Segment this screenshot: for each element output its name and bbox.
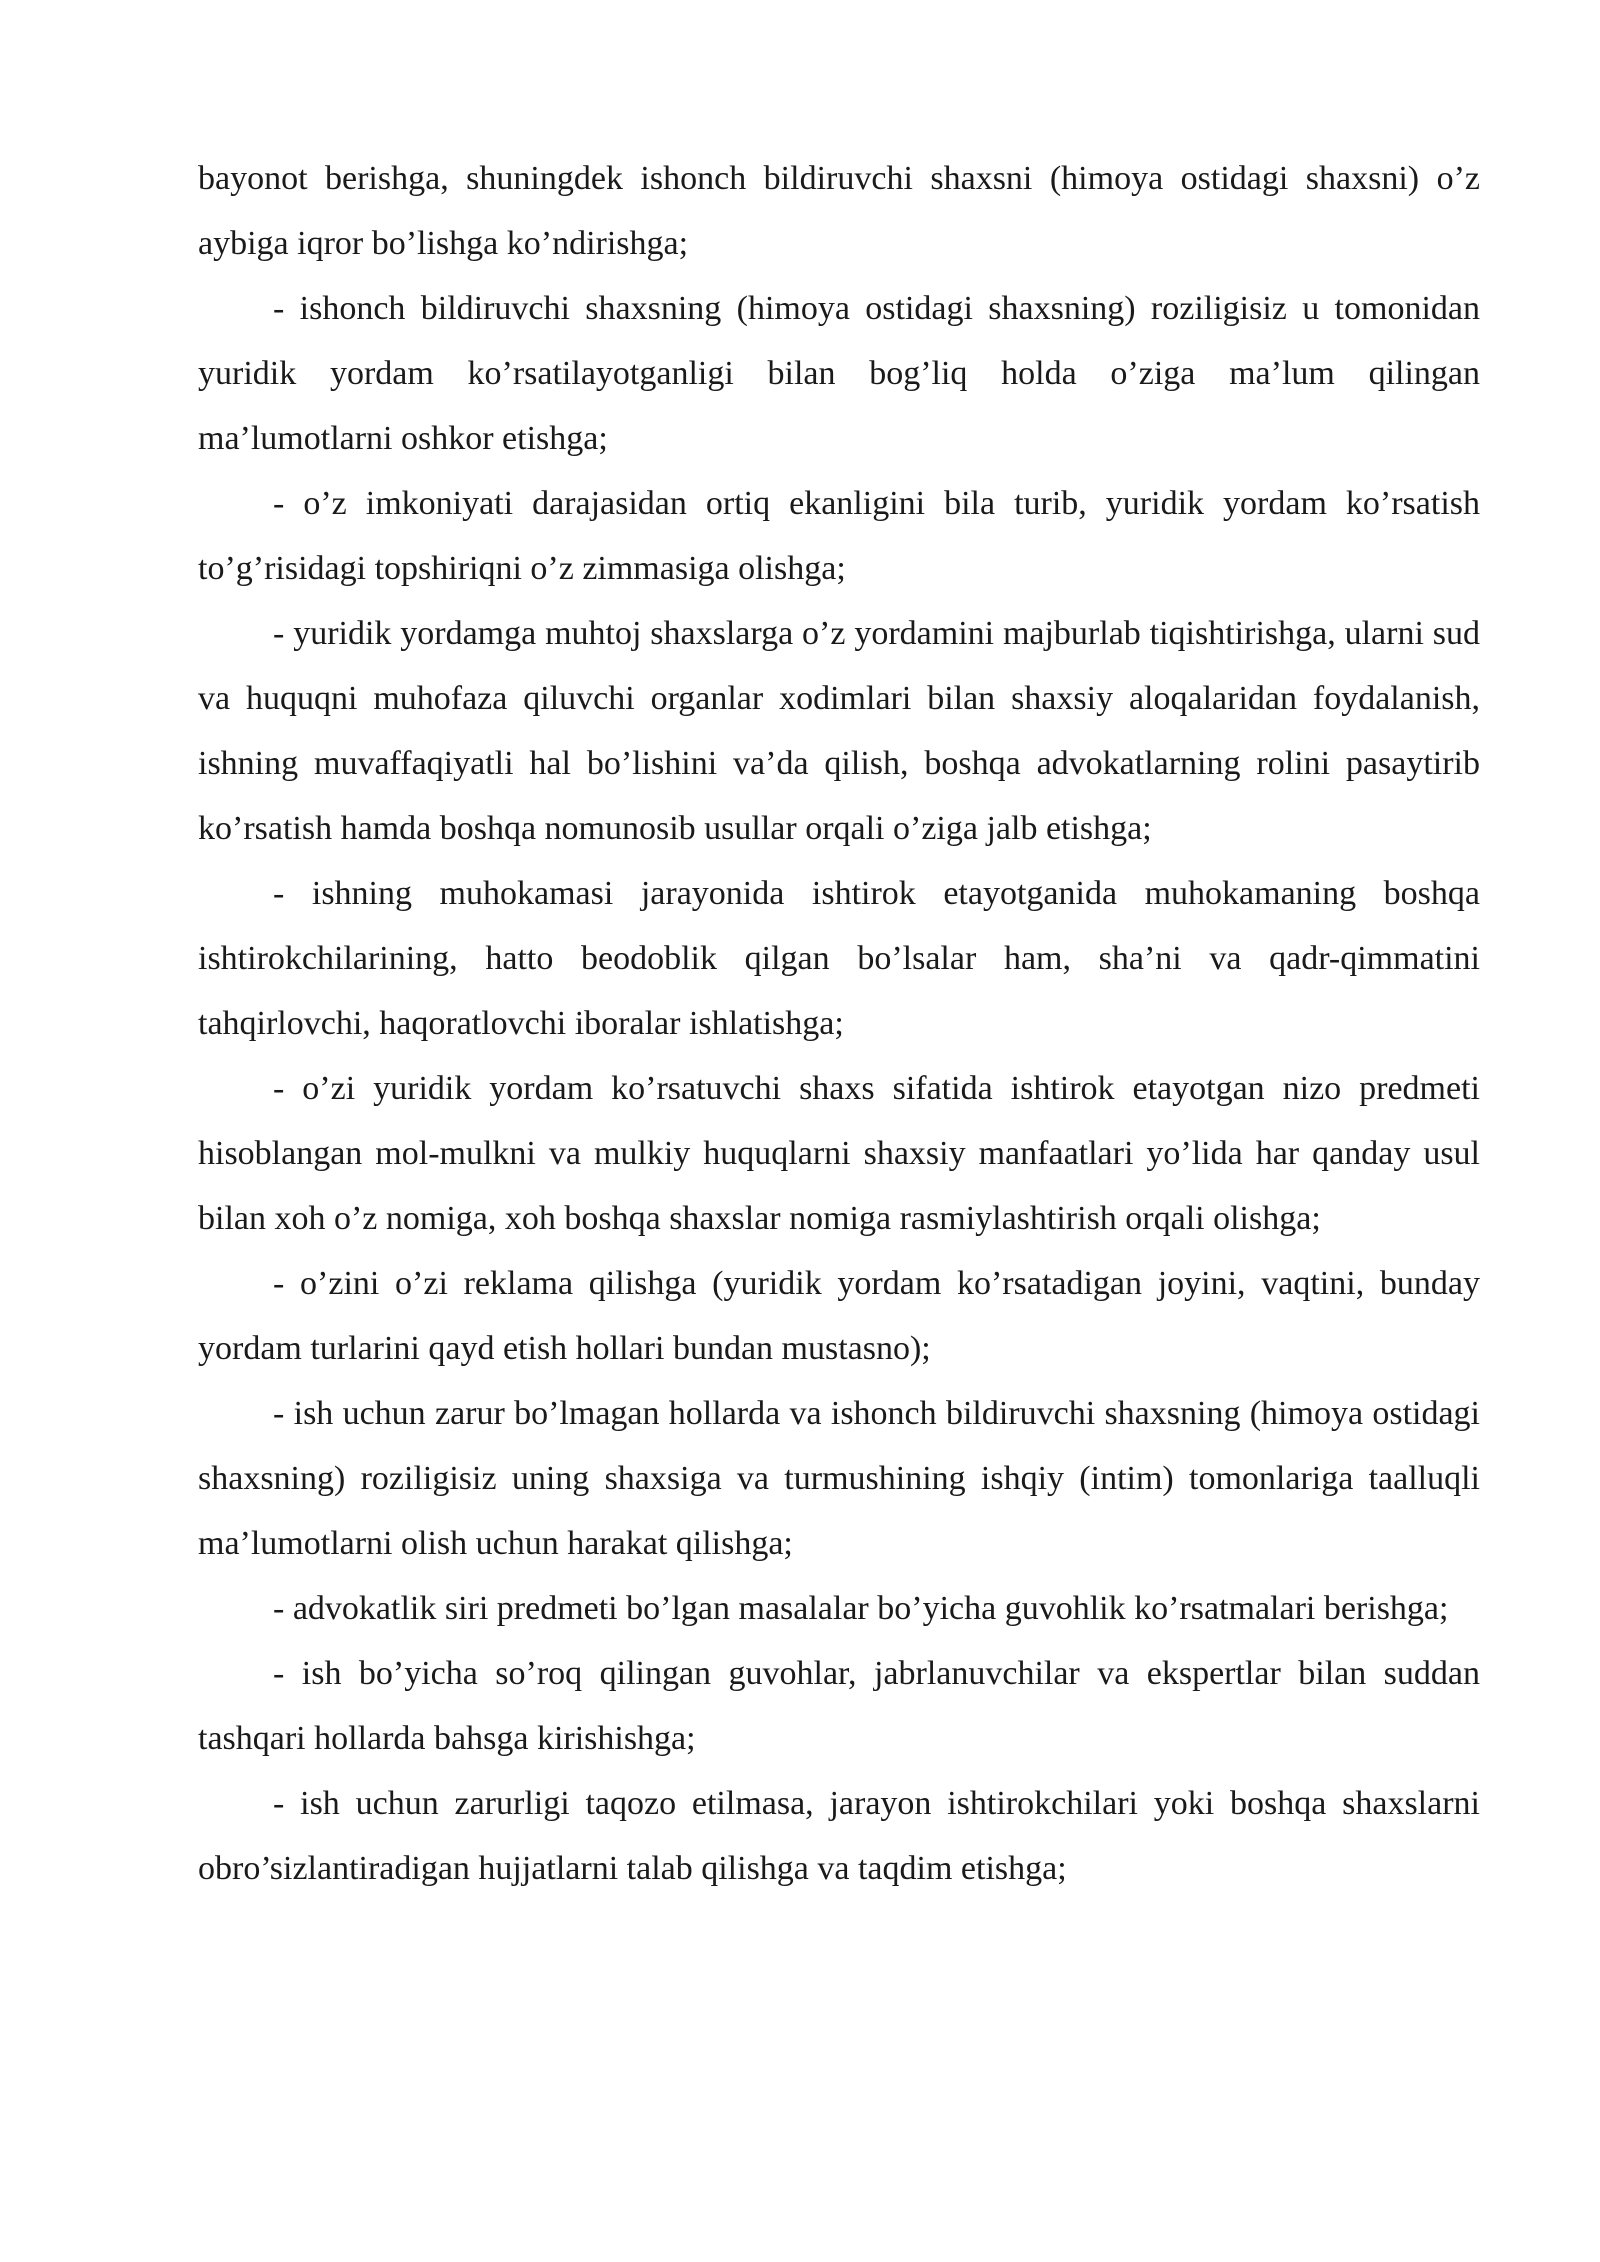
paragraph-11: - ish uchun zarurligi taqozo etilmasa, jarayon ishtirokchilari yoki boshqa shaxslarni obro’sizlantiradigan hujjatlarni talab qilishga va taqdim etishga; [198,1785,1480,1887]
paragraph-1: bayonot berishga, shuningdek ishonch bildiruvchi shaxsni (himoya ostidagi shaxsni) o’z aybiga iqror bo’lishga ko’ndirishga; [198,160,1480,262]
paragraph-7: - o’zini o’zi reklama qilishga (yuridik yordam ko’rsatadigan joyini, vaqtini, bunday yordam turlarini qayd etish hollari bundan mustasno); [198,1265,1480,1367]
paragraph-2: - ishonch bildiruvchi shaxsning (himoya ostidagi shaxsning) roziligisiz u tomonidan yuridik yordam ko’rsatilayotganligi bilan bog’liq holda o’ziga ma’lum qilingan ma’lumotlarni oshkor etishga; [198,290,1480,457]
paragraph-10: - ish bo’yicha so’roq qilingan guvohlar, jabrlanuvchilar va ekspertlar bilan suddan tashqari hollarda bahsga kirishishga; [198,1655,1480,1757]
paragraph-8: - ish uchun zarur bo’lmagan hollarda va ishonch bildiruvchi shaxsning (himoya ostidagi shaxsning) roziligisiz uning shaxsiga va turmushining ishqiy (intim) tomonlariga taalluqli ma’lumotlarni olish uchun harakat qilishga; [198,1395,1480,1562]
paragraph-9: - advokatlik siri predmeti bo’lgan masalalar bo’yicha guvohlik ko’rsatmalari berishga; [273,1590,1449,1627]
paragraph-5: - ishning muhokamasi jarayonida ishtirok etayotganida muhokamaning boshqa ishtirokchilarining, hatto beodoblik qilgan bo’lsalar ham, sha’ni va qadr-qimmatini tahqirlovchi, haqoratlovchi iboralar ishlatishga; [198,875,1480,1042]
paragraph-6: - o’zi yuridik yordam ko’rsatuvchi shaxs sifatida ishtirok etayotgan nizo predmeti hisoblangan mol-mulkni va mulkiy huquqlarni shaxsiy manfaatlari yo’lida har qanday usul bilan xoh o’z nomiga, xoh boshqa shaxslar nomiga rasmiylashtirish orqali olishga; [198,1070,1480,1237]
document-page [198,146,1480,1901]
paragraph-3: - o’z imkoniyati darajasidan ortiq ekanligini bila turib, yuridik yordam ko’rsatish to’g’risidagi topshiriqni o’z zimmasiga olishga; [198,485,1480,587]
paragraph-4: - yuridik yordamga muhtoj shaxslarga o’z yordamini majburlab tiqishtirishga, ularni sud va huquqni muhofaza qiluvchi organlar xodimlari bilan shaxsiy aloqalaridan foydalanish, ishning muvaffaqiyatli hal bo’lishini va’da qilish, boshqa advokatlarning rolini pasaytirib ko’rsatish hamda boshqa nomunosib usullar orqali o’ziga jalb etishga; [198,615,1480,847]
